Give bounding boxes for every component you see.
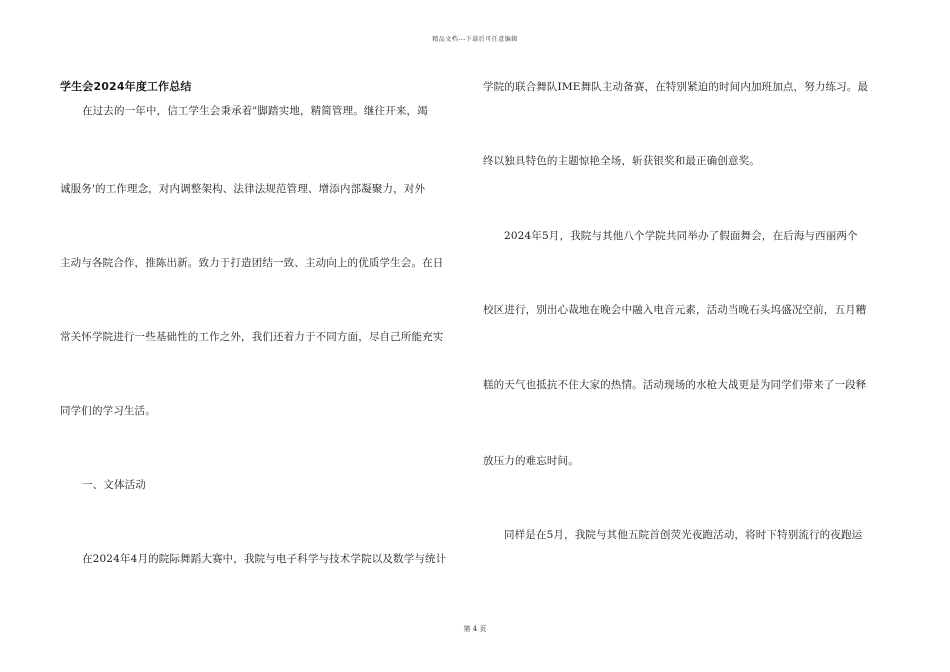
right-column: [483, 0, 891, 672]
paragraph-line: 2024年5月，我院与其他八个学院共同举办了假面舞会，在后海与西丽两个: [504, 230, 858, 242]
paragraph-line: 学院的联合舞队IME舞队主动备赛，在特别紧迫的时间内加班加点，努力练习。最: [483, 81, 869, 93]
paragraph-line: 终以独具特色的主题惊艳全场，斩获银奖和最正确创意奖。: [483, 155, 760, 167]
paragraph-line: 在2024年4月的院际舞蹈大赛中，我院与电子科学与技术学院以及数学与统计: [82, 553, 447, 565]
paragraph-line: 糕的天气也抵抗不住大家的热情。活动现场的水枪大战更是为同学们带来了一段释: [483, 379, 867, 391]
left-column: [60, 0, 468, 672]
paragraph-line: 放压力的难忘时间。: [483, 455, 579, 467]
paragraph-line: 同样是在5月，我院与其他五院首创荧光夜跑活动，将时下特别流行的夜跑运: [504, 529, 863, 541]
paragraph-line: 常关怀学院进行一些基础性的工作之外，我们还着力于不同方面，尽自己所能充实: [60, 331, 444, 343]
paragraph-line: 在过去的一年中，信工学生会秉承着"脚踏实地，精简管理。继往开来，竭: [82, 105, 428, 117]
paragraph-line: 校区进行，别出心裁地在晚会中融入电音元素，活动当晚石头坞盛况空前，五月糟: [483, 304, 867, 316]
paragraph-line: 主动与各院合作，推陈出新。致力于打造团结一致、主动向上的优质学生会。在日: [60, 257, 444, 269]
page-number: 第 4 页: [463, 625, 487, 633]
paragraph-line: 诚服务'的工作理念，对内调整架构、法律法规范管理、增添内部凝聚力，对外: [60, 183, 426, 195]
paragraph-line: 同学们的学习生活。: [60, 405, 156, 417]
document-title: 学生会2024年度工作总结: [60, 80, 192, 93]
section-heading: 一、文体活动: [82, 479, 146, 491]
page-header: 精品文档---下载后可任意编辑: [432, 36, 518, 43]
